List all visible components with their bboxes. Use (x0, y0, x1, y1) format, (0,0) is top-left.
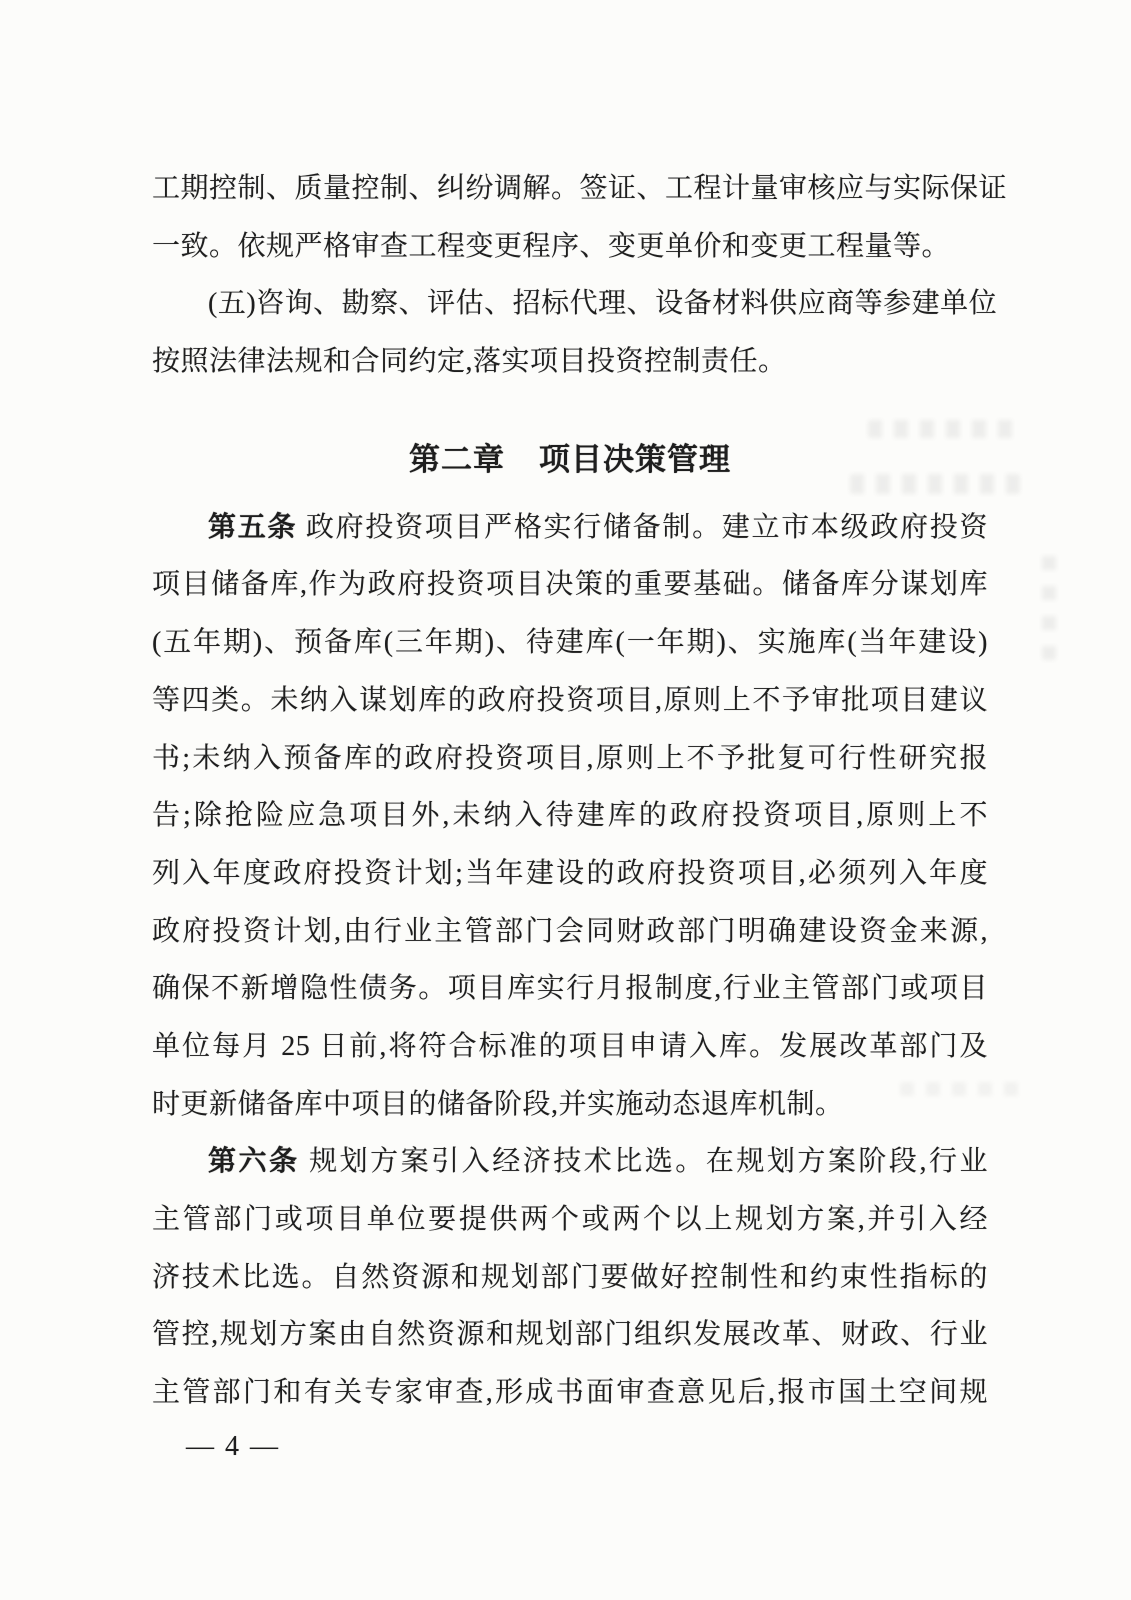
line-text: 规划方案引入经济技术比选。在规划方案阶段,行业 (299, 1146, 988, 1178)
line-text: 主管部门和有关专家审查,形成书面审查意见后,报市国土空间规 (152, 1377, 988, 1409)
line-text: (五)咨询、勘察、评估、招标代理、设备材料供应商等参建单位 (208, 288, 998, 320)
text-line (152, 672, 988, 730)
text-line (152, 903, 988, 961)
text-line (152, 787, 988, 845)
paragraph (152, 1133, 988, 1421)
text-line (152, 333, 988, 391)
chapter-heading (152, 431, 988, 489)
text-line (152, 499, 988, 557)
text-line (152, 160, 1008, 218)
text-line (152, 218, 988, 276)
line-text: 时更新储备库中项目的储备阶段,并实施动态退库机制。 (152, 1088, 844, 1120)
line-text: 列入年度政府投资计划;当年建设的政府投资项目,必须列入年度 (152, 857, 988, 889)
line-text: 单位每月 25 日前,将符合标准的项目申请入库。发展改革部门及 (152, 1030, 988, 1062)
line-text: 书;未纳入预备库的政府投资项目,原则上不予批复可行性研究报 (152, 742, 988, 774)
line-text: 管控,规划方案由自然资源和规划部门组织发展改革、财政、行业 (152, 1319, 988, 1351)
chapter-title: 项目决策管理 (539, 441, 731, 477)
text-line (152, 1364, 988, 1422)
document-body (152, 160, 1008, 1422)
text-line (152, 1191, 988, 1249)
line-text: 政府投资计划,由行业主管部门会同财政部门明确建设资金来源, (152, 915, 988, 947)
line-text: 政府投资项目严格实行储备制。建立市本级政府投资 (297, 511, 988, 543)
paragraph (152, 499, 988, 1134)
line-text: 确保不新增隐性债务。项目库实行月报制度,行业主管部门或项目 (152, 973, 988, 1005)
text-line (152, 1076, 988, 1134)
line-text: 等四类。未纳入谋划库的政府投资项目,原则上不予审批项目建议 (152, 684, 988, 716)
chapter-label: 第二章 (409, 441, 505, 477)
line-text: 济技术比选。自然资源和规划部门要做好控制性和约束性指标的 (152, 1261, 988, 1293)
text-line (152, 730, 988, 788)
text-line (152, 1249, 988, 1307)
paragraph (152, 160, 1008, 275)
line-text: 按照法律法规和合同约定,落实项目投资控制责任。 (152, 346, 787, 378)
text-line (152, 845, 988, 903)
text-line (152, 1018, 988, 1076)
article-number: 第六条 (208, 1146, 300, 1178)
text-line (152, 556, 988, 614)
line-text: 告;除抢险应急项目外,未纳入待建库的政府投资项目,原则上不 (152, 800, 988, 832)
ink-bleed-artifact (1042, 540, 1056, 660)
line-text: 主管部门或项目单位要提供两个或两个以上规划方案,并引入经 (152, 1204, 988, 1235)
page-number: — 4 — (186, 1431, 280, 1462)
line-text: 一致。依规严格审查工程变更程序、变更单价和变更工程量等。 (152, 230, 951, 262)
text-line (152, 614, 988, 672)
article-number: 第五条 (208, 511, 298, 543)
line-text: (五年期)、预备库(三年期)、待建库(一年期)、实施库(当年建设) (152, 627, 988, 659)
text-line (152, 275, 998, 333)
text-line (152, 960, 988, 1018)
line-text: 项目储备库,作为政府投资项目决策的重要基础。储备库分谋划库 (152, 569, 988, 601)
paragraph (152, 275, 998, 390)
text-line (152, 1133, 988, 1191)
text-line (152, 1306, 988, 1364)
line-text: 工期控制、质量控制、纠纷调解。签证、工程计量审核应与实际保证 (152, 173, 1008, 204)
